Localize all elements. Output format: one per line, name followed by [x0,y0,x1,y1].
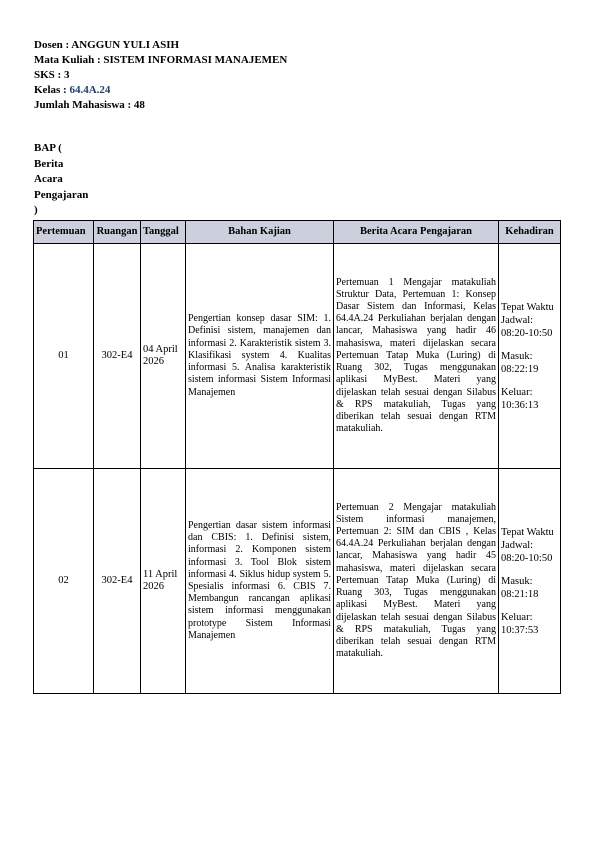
kehadiran-keluar: Keluar: 10:37:53 [501,611,539,636]
cell-bahan-kajian: Pengertian dasar sistem informasi dan CBIS: 1. Definisi sistem, informasi 2. Komponen sistem informasi 3. Tool Blok sistem informasi 4. Siklus hidup system 5. Spesialis informasi 6. CBIS 7. Membangun rancangan aplikasi sistem informasi menggunakan prototype Sistem Informasi Manajemen [186,469,334,694]
cell-berita-acara: Pertemuan 2 Mengajar matakuliah Sistem informasi manajemen, Pertemuan 2: SIM dan CBIS , Kelas 64.4A.24 Perkuliahan berjalan dengan lancar, Mahasiswa yang hadir 45 mahasiswa, materi dijelaskan secara Pertemuan Tatap Muka (Luring) di Ruang 303, Tugas menggunakan aplikasi MyBest. Materi yang dijelaskan telah sesuai dengan Silabus & RPS matakuliah, Tugas yang diberikan telah sesuai dengan RTM matakuliah. [334,469,499,694]
cell-kehadiran [499,244,561,469]
kelas-value: 64.4A.24 [69,84,111,96]
bap-line: Acara [34,173,63,185]
bap-table [33,220,561,694]
kelas-line [34,83,287,98]
kehadiran-masuk: Masuk: 08:22:19 [501,350,539,375]
mata-kuliah-line: Mata Kuliah : SISTEM INFORMASI MANAJEMEN [34,54,288,66]
bap-line: ) [34,204,38,216]
cell-kehadiran [499,469,561,694]
sks-line: SKS : 3 [34,69,70,81]
bap-line: Pengajaran [34,188,89,201]
bap-heading [34,141,88,219]
cell-pertemuan: 02 [34,469,94,694]
col-header-kehadiran: Kehadiran [499,221,561,244]
cell-tanggal: 04 April 2026 [141,244,186,469]
bap-line: BAP ( [34,142,62,154]
kehadiran-keluar: Keluar: 10:36:13 [501,386,539,411]
table-row [34,244,561,469]
col-header-ruangan: Ruangan [94,221,141,244]
col-header-tanggal: Tanggal [141,221,186,244]
col-header-berita-acara: Berita Acara Pengajaran [334,221,499,244]
table-header-row [34,221,561,244]
col-header-bahan-kajian: Bahan Kajian [186,221,334,244]
kelas-label: Kelas : [34,84,70,96]
cell-pertemuan: 01 [34,244,94,469]
kehadiran-jadwal: Tepat Waktu Jadwal: 08:20-10:50 [501,526,554,564]
dosen-line: Dosen : ANGGUN YULI ASIH [34,39,180,51]
kehadiran-masuk: Masuk: 08:21:18 [501,575,539,600]
cell-tanggal: 11 April 2026 [141,469,186,694]
bap-line: Berita [34,157,64,170]
cell-bahan-kajian: Pengertian konsep dasar SIM: 1. Definisi sistem, manajemen dan informasi 2. Karakteristik sistem 3. Klasifikasi system 4. Kualitas informasi 5. Analisa karakteristik sistem informasi Sistem Informasi Manajemen [186,244,334,469]
kehadiran-jadwal: Tepat Waktu Jadwal: 08:20-10:50 [501,301,554,339]
cell-berita-acara: Pertemuan 1 Mengajar matakuliah Struktur Data, Pertemuan 1: Konsep Dasar Sistem dan Informasi, Kelas 64.4A.24 Perkuliahan berjalan dengan lancar, Mahasiswa yang hadir 46 mahasiswa, materi dijelaskan secara Pertemuan Tatap Muka (Luring) di Ruang 302, Tugas menggunakan aplikasi MyBest. Materi yang dijelaskan telah sesuai dengan Silabus & RPS matakuliah, Tugas yang diberikan telah sesuai dengan RTM matakuliah. [334,244,499,469]
cell-ruangan: 302-E4 [94,469,141,694]
cell-ruangan: 302-E4 [94,244,141,469]
document-header [34,38,287,113]
col-header-pertemuan: Pertemuan [34,221,94,244]
table-row [34,469,561,694]
jumlah-mahasiswa-line: Jumlah Mahasiswa : 48 [34,99,145,111]
